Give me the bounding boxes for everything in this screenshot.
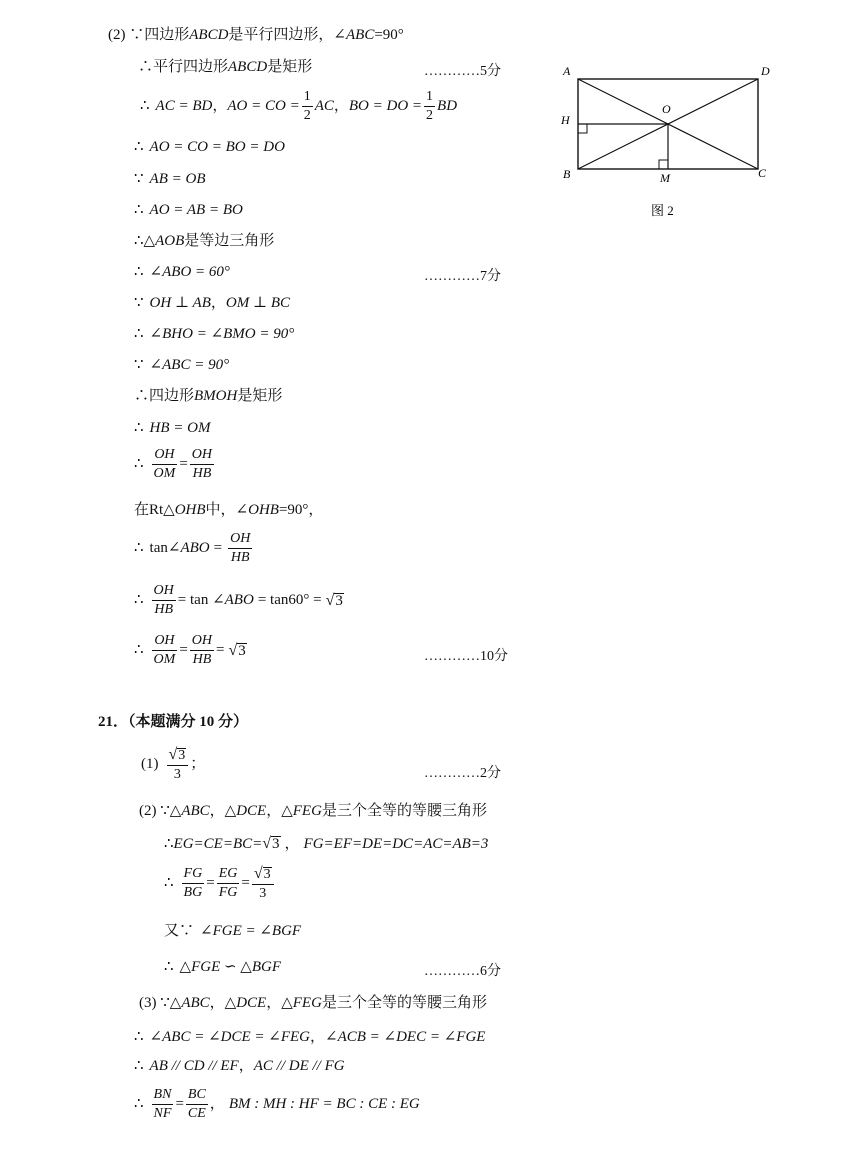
- text: 是矩形: [237, 388, 283, 404]
- figure-2-rectangle-diagram: [555, 60, 785, 225]
- fraction: [152, 584, 176, 617]
- q21-part2-line1: [139, 804, 487, 819]
- p2-line3: [140, 90, 457, 123]
- therefore: ∴: [164, 875, 174, 891]
- therefore: ∴: [134, 1096, 144, 1112]
- denominator: FG: [218, 885, 238, 900]
- expr: AO = CO = BO = DO: [149, 139, 285, 155]
- score-5: …………5分: [424, 64, 501, 79]
- radicand: 3: [263, 867, 271, 882]
- figure-caption: 图 2: [651, 203, 674, 218]
- text: (2) ∵四边形: [108, 27, 190, 43]
- var: ABCD: [228, 59, 268, 75]
- radical-sign: √: [325, 591, 335, 609]
- comma: ，: [209, 1096, 225, 1112]
- text: ∴平行四边形: [138, 59, 229, 75]
- fraction: [190, 448, 214, 481]
- q21-part2-line4: [164, 924, 301, 939]
- comma: ，: [238, 1058, 254, 1074]
- p2-line11: [134, 358, 229, 373]
- sqrt: [254, 866, 272, 882]
- text: =90°，: [278, 502, 324, 518]
- var: OHB: [248, 502, 279, 518]
- denominator: 3: [259, 886, 267, 901]
- fraction: [152, 448, 178, 481]
- var: ABO: [224, 592, 254, 608]
- sqrt: [326, 593, 344, 609]
- equals: =: [206, 875, 215, 891]
- p2-line8: [134, 265, 230, 280]
- fraction-half: [424, 90, 435, 123]
- p2-line13: [134, 421, 211, 436]
- sqrt: [169, 747, 187, 763]
- sqrt: [262, 836, 280, 852]
- therefore: ∴: [134, 264, 144, 280]
- radicand: 3: [238, 642, 246, 659]
- text: 是平行四边形，∠: [228, 27, 346, 43]
- numerator: BC: [186, 1088, 208, 1105]
- therefore: ∴: [134, 326, 144, 342]
- fraction-sqrt3-over-3: [252, 866, 274, 901]
- numerator: OH: [190, 634, 214, 651]
- radicand: 3: [272, 836, 280, 852]
- fraction: [217, 867, 240, 900]
- p2-line7: [134, 234, 274, 249]
- radical-sign: √: [228, 641, 238, 659]
- text: 中，∠: [205, 502, 249, 518]
- therefore: ∴: [134, 540, 144, 556]
- score-10: …………10分: [424, 649, 508, 664]
- right-angle-mark-m: [659, 160, 668, 169]
- comma: ，: [212, 98, 228, 114]
- expr: ∠ABC = 90°: [149, 357, 230, 373]
- numerator: BN: [152, 1088, 174, 1105]
- denominator: HB: [192, 466, 212, 481]
- tan: tan∠: [149, 540, 181, 556]
- equals: =: [216, 642, 225, 658]
- numerator: 1: [302, 90, 313, 107]
- radicand: 3: [178, 748, 186, 763]
- q21-part2-line3: [164, 866, 276, 901]
- comma: ，: [333, 98, 349, 114]
- score-2: …………2分: [424, 766, 501, 781]
- text: ，△: [209, 995, 237, 1011]
- text: (2) ∵△: [139, 803, 182, 819]
- text: 是三个全等的等腰三角形: [321, 803, 487, 819]
- var: ABO: [180, 540, 210, 556]
- label-b: B: [563, 167, 571, 181]
- text: 在Rt△: [134, 502, 175, 518]
- numerator: 1: [424, 90, 435, 107]
- q21-part2-line2: [164, 836, 488, 852]
- fraction: [190, 634, 214, 667]
- radical-sign: √: [168, 746, 178, 763]
- therefore: ∴: [164, 835, 174, 852]
- text: =90°: [374, 27, 404, 43]
- q21-part3-line2: [134, 1030, 485, 1045]
- label-a: A: [563, 64, 571, 78]
- expr: BO = DO =: [348, 98, 423, 114]
- text: ，△: [266, 995, 293, 1011]
- denominator: BG: [183, 885, 203, 900]
- p2-line6: [134, 203, 243, 218]
- numerator: OH: [152, 584, 176, 601]
- denominator: HB: [230, 550, 250, 565]
- fraction: [152, 634, 178, 667]
- text: ∴△: [134, 233, 156, 249]
- text: (3) ∵△: [139, 995, 182, 1011]
- therefore: ∴: [140, 98, 150, 114]
- therefore: ∴: [134, 1029, 144, 1045]
- part-label: (1): [141, 756, 159, 772]
- therefore: ∴: [134, 420, 144, 436]
- numerator: EG: [217, 867, 240, 884]
- therefore: ∴: [134, 456, 144, 472]
- therefore: ∴: [134, 1058, 144, 1074]
- expr: ∠FGE = ∠BGF: [200, 923, 302, 939]
- expr: = tan60° =: [257, 592, 322, 608]
- because: ∵: [134, 171, 144, 187]
- denominator: OM: [153, 652, 176, 667]
- var: ABC: [181, 995, 210, 1011]
- right-angle-mark-h: [578, 124, 587, 133]
- radical-sign: √: [253, 865, 263, 882]
- denominator: NF: [153, 1106, 172, 1121]
- var: BMOH: [194, 388, 238, 404]
- var: FEG: [292, 803, 322, 819]
- p2-line2: [138, 60, 312, 75]
- fraction: [182, 867, 205, 900]
- denominator: OM: [153, 466, 176, 481]
- denominator: HB: [192, 652, 212, 667]
- expr: BD: [437, 98, 458, 114]
- q21-part3-line1: [139, 996, 487, 1011]
- numerator: OH: [228, 532, 252, 549]
- p2-line5: [134, 172, 206, 187]
- expr: FG=EF=DE=DC=AC=AB=3: [303, 835, 489, 852]
- numerator: OH: [190, 448, 214, 465]
- score-6: …………6分: [424, 964, 501, 979]
- expr: AB // CD // EF: [149, 1058, 239, 1074]
- score-7: …………7分: [424, 269, 501, 284]
- expr: AO = AB = BO: [149, 202, 243, 218]
- therefore: ∴: [164, 959, 174, 975]
- q21-part3-line3: [134, 1059, 345, 1074]
- var: ABC: [181, 803, 210, 819]
- equals: =: [179, 642, 188, 658]
- expr: ∠ABC = ∠DCE = ∠FEG: [149, 1029, 310, 1045]
- denominator: 2: [303, 108, 311, 123]
- fraction-sqrt3-over-3: [167, 747, 189, 782]
- therefore: ∴: [134, 139, 144, 155]
- q21-part1: [141, 747, 205, 782]
- comma: ，: [284, 835, 300, 852]
- expr: AC: [314, 98, 334, 114]
- fraction-half: [302, 90, 313, 123]
- because: ∵: [134, 295, 144, 311]
- therefore: ∴: [134, 642, 144, 658]
- expr: EG=CE=BC=: [173, 835, 263, 852]
- comma: ，: [210, 295, 226, 311]
- numerator: FG: [182, 867, 205, 884]
- text: 是三个全等的等腰三角形: [321, 995, 487, 1011]
- denominator: 3: [173, 767, 181, 782]
- p2-line16: [134, 532, 254, 565]
- label-d: D: [761, 64, 770, 78]
- p2-line17: [134, 584, 344, 617]
- equals: =: [213, 540, 223, 556]
- equals: =: [241, 875, 250, 891]
- therefore: ∴: [134, 592, 144, 608]
- numerator: OH: [152, 634, 176, 651]
- q21-header: 21．（本题满分 10 分）: [98, 714, 249, 730]
- q21-part2-line5: [164, 960, 281, 975]
- var: DCE: [236, 803, 267, 819]
- expr: AO = CO =: [227, 98, 300, 114]
- p2-line1: [108, 28, 404, 43]
- text: 是等边三角形: [184, 233, 275, 249]
- expr: BM : MH : HF = BC : CE : EG: [228, 1096, 420, 1112]
- denominator: 2: [426, 108, 434, 123]
- radical-sign: √: [262, 835, 272, 852]
- expr: ∠ACB = ∠DEC = ∠FGE: [325, 1029, 486, 1045]
- text: 又∵: [164, 923, 195, 939]
- sqrt: [229, 643, 247, 659]
- fraction: [152, 1088, 174, 1121]
- var: AOB: [155, 233, 185, 249]
- var: ABC: [346, 27, 375, 43]
- comma: ，: [309, 1029, 325, 1045]
- expr: △FGE ∽ △BGF: [179, 959, 282, 975]
- expr: = tan ∠: [177, 592, 225, 608]
- fraction: [186, 1088, 208, 1121]
- p2-line18: [134, 634, 247, 667]
- p2-line12: [134, 389, 282, 404]
- therefore: ∴: [134, 202, 144, 218]
- var: DCE: [236, 995, 267, 1011]
- p2-line9: [134, 296, 290, 311]
- label-c: C: [758, 166, 767, 180]
- numerator: OH: [152, 448, 176, 465]
- expr: OH ⊥ AB: [149, 295, 211, 311]
- q21-part3-line4: [134, 1088, 420, 1121]
- var: FEG: [292, 995, 322, 1011]
- var: ABCD: [189, 27, 229, 43]
- equals: =: [175, 1096, 184, 1112]
- text: ，△: [209, 803, 237, 819]
- fraction: [228, 532, 252, 565]
- p2-line15: [134, 503, 323, 518]
- because: ∵: [134, 357, 144, 373]
- expr: AC = BD: [155, 98, 213, 114]
- denominator: HB: [154, 602, 173, 617]
- expr: OM ⊥ BC: [225, 295, 290, 311]
- expr: AC // DE // FG: [253, 1058, 345, 1074]
- denominator: CE: [187, 1106, 206, 1121]
- radicand: 3: [335, 592, 343, 609]
- expr: ∠ABO = 60°: [149, 264, 230, 280]
- expr: HB = OM: [149, 420, 211, 436]
- label-m: M: [660, 171, 670, 185]
- p2-line14: [134, 448, 216, 481]
- expr: AB = OB: [149, 171, 206, 187]
- var: OHB: [174, 502, 206, 518]
- equals: =: [179, 456, 188, 472]
- label-o: O: [662, 102, 671, 116]
- text: 是矩形: [267, 59, 313, 75]
- text: ，△: [266, 803, 293, 819]
- semicolon: ；: [190, 756, 206, 772]
- p2-line4: [134, 140, 285, 155]
- numerator: [167, 747, 189, 766]
- text: ∴四边形: [134, 388, 195, 404]
- p2-line10: [134, 327, 294, 342]
- numerator: [252, 866, 274, 885]
- label-h: H: [561, 113, 570, 127]
- expr: ∠BHO = ∠BMO = 90°: [149, 326, 295, 342]
